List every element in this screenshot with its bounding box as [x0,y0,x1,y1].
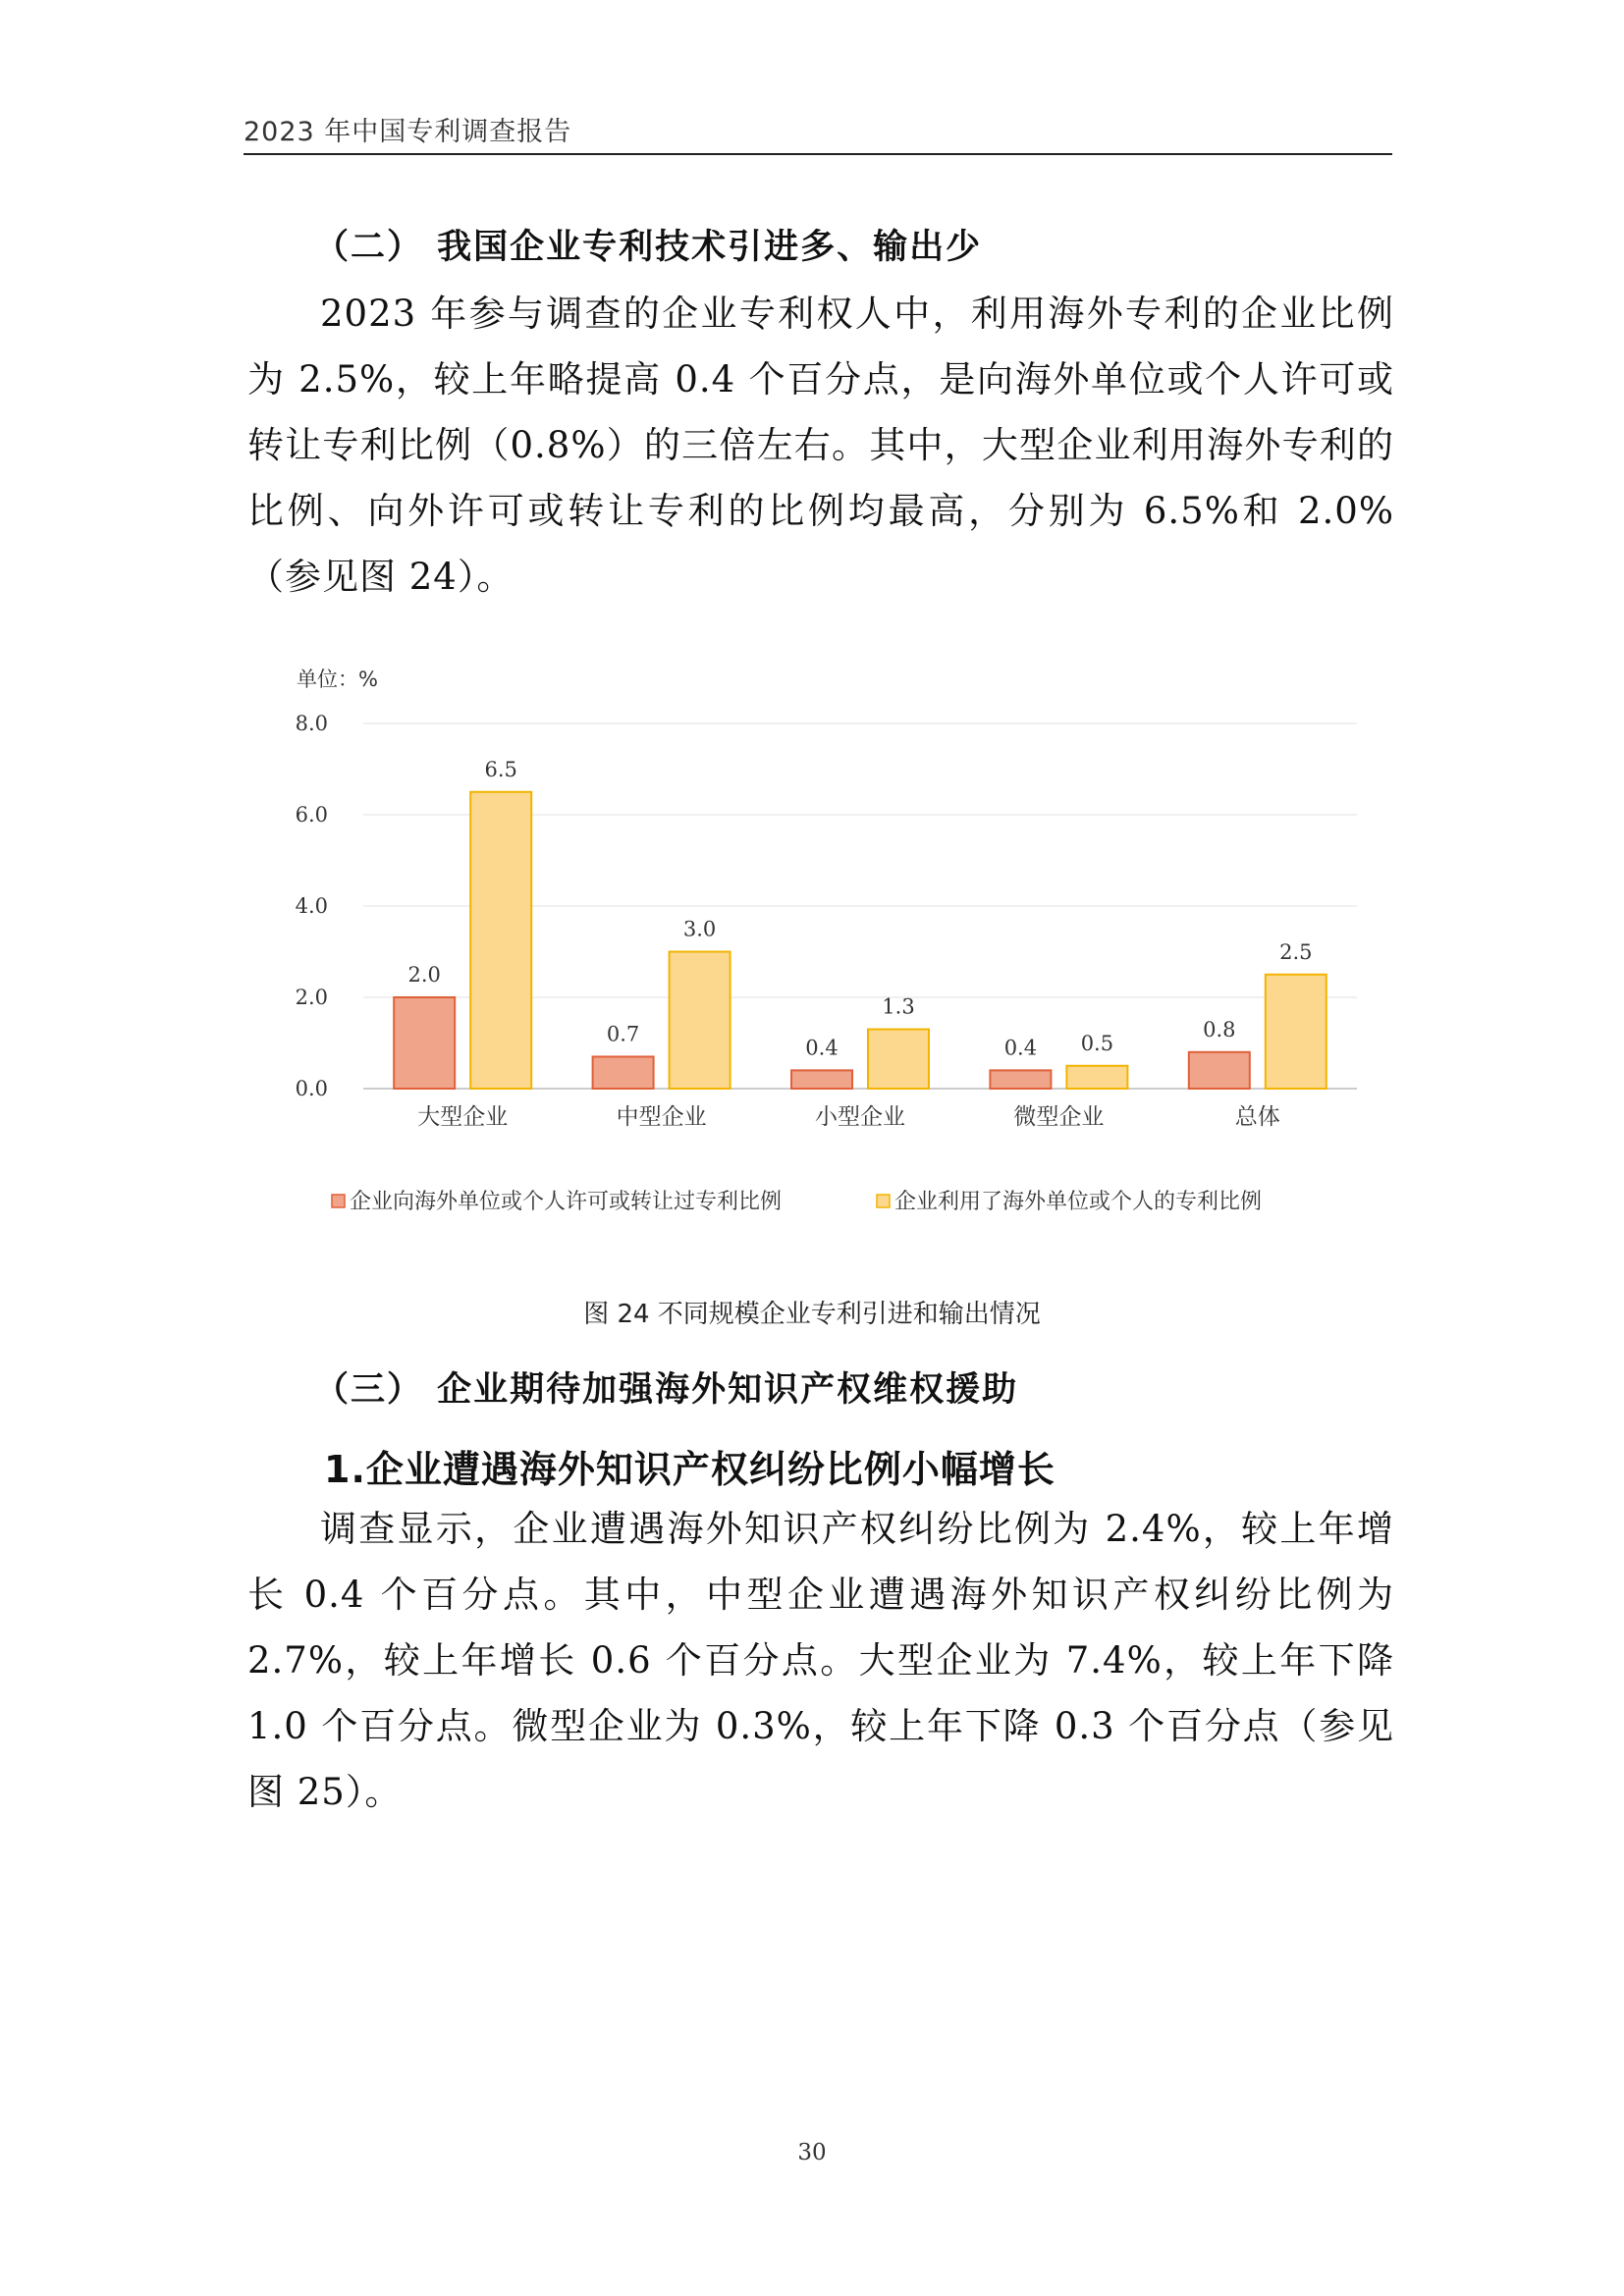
bar-chart [285,663,1384,1242]
bar-series-1 [990,1070,1051,1089]
data-label: 6.5 [484,757,517,781]
data-label: 2.0 [407,963,441,987]
x-tick-label: 中型企业 [616,1104,707,1130]
running-header: 2023 年中国专利调查报告 [244,117,572,147]
page-number: 30 [797,2140,827,2165]
section-2-paragraph: 2023 年参与调查的企业专利权人中，利用海外专利的企业比例为 2.5%，较上年略提高 0.4 个百分点，是向海外单位或个人许可或转让专利比例（0.8%）的三倍左右。其中，大型企业利用海外专利的比例、向外许可或转让专利的比例均最高，分别为 6.5%和 2.0%（参见图 24）。 [247,293,1394,598]
bar-series-2 [1066,1066,1127,1089]
y-tick-label: 2.0 [295,986,328,1009]
data-label: 1.3 [882,994,915,1019]
header-rule [244,153,1392,155]
data-label: 0.5 [1080,1031,1114,1055]
x-tick-label: 微型企业 [1013,1104,1105,1130]
bar-series-1 [593,1056,654,1089]
legend-label: 企业利用了海外单位或个人的专利比例 [894,1190,1263,1214]
y-tick-label: 8.0 [295,712,328,735]
bar-series-2 [670,952,731,1090]
data-label: 0.4 [805,1036,839,1060]
bar-series-1 [791,1070,852,1089]
data-label: 0.7 [606,1022,640,1046]
section-heading-3: （三） 企业期待加强海外知识产权维权援助 [314,1370,1019,1410]
x-tick-label: 小型企业 [815,1104,905,1130]
chart-unit-label: 单位：% [297,667,378,691]
y-tick-label: 6.0 [295,803,328,827]
data-label: 2.5 [1279,939,1313,964]
bar-series-2 [1266,975,1326,1089]
x-tick-label: 大型企业 [417,1104,509,1130]
section-3-paragraph: 调查显示，企业遭遇海外知识产权纠纷比例为 2.4%，较上年增长 0.4 个百分点。其中，中型企业遭遇海外知识产权纠纷比例为 2.7%，较上年增长 0.6 个百分点。大型企业为 7.4%，较上年下降 1.0 个百分点。微型企业为 0.3%，较上年下降 0.3 个百分点（参见图 25）。 [247,1508,1394,1813]
legend-label: 企业向海外单位或个人许可或转让过专利比例 [350,1190,783,1214]
legend-swatch [877,1195,890,1207]
x-tick-label: 总体 [1234,1104,1280,1130]
data-label: 0.4 [1003,1036,1038,1060]
legend-swatch [332,1195,345,1207]
figure-caption: 图 24 不同规模企业专利引进和输出情况 [583,1300,1041,1329]
bar-series-2 [868,1030,929,1089]
bar-series-1 [394,997,455,1089]
subsection-heading: 1.企业遭遇海外知识产权纠纷比例小幅增长 [324,1448,1056,1491]
chart-container [285,663,1384,1242]
data-label: 3.0 [682,917,717,941]
data-label: 0.8 [1203,1017,1236,1041]
bar-series-2 [470,792,531,1089]
y-tick-label: 0.0 [295,1077,328,1100]
bar-series-1 [1189,1052,1250,1089]
section-heading-2: （二） 我国企业专利技术引进多、输出少 [314,228,983,267]
y-tick-label: 4.0 [295,894,328,918]
